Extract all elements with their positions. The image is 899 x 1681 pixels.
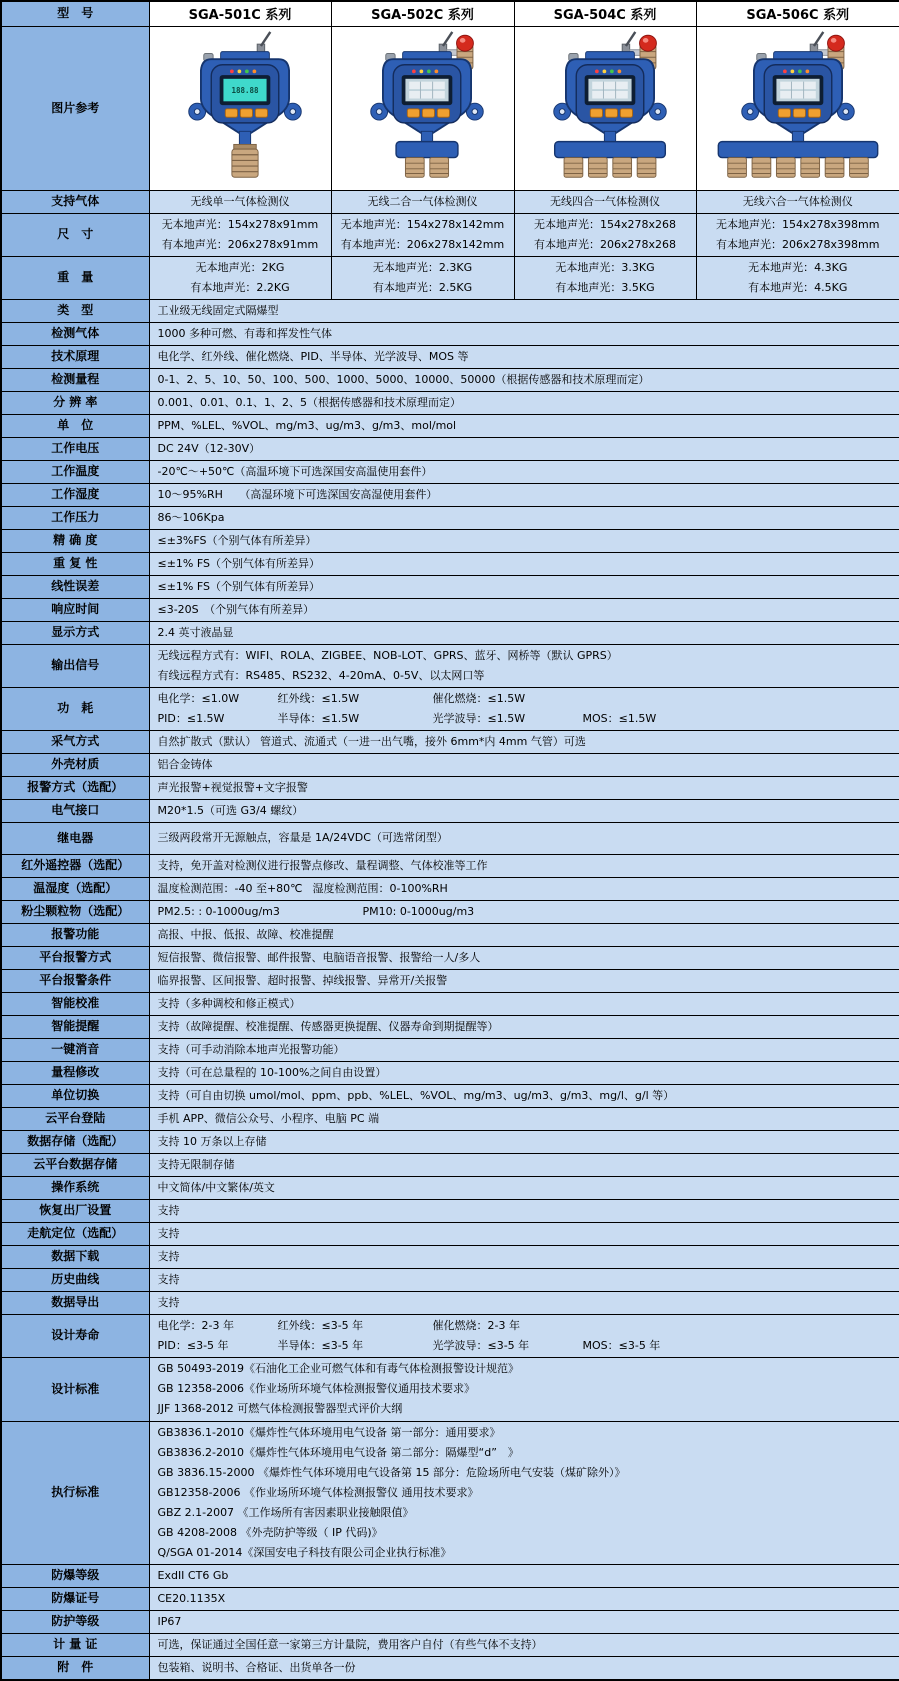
row-value-data-download [149, 1245, 899, 1268]
row-value-display [149, 621, 899, 644]
value-text: 铝合金铸体 [157, 757, 213, 771]
row-value-exec-standard [149, 1421, 899, 1564]
table-row-detect-gas [1, 322, 899, 345]
gas-detector-illustration [703, 31, 893, 181]
row-label-nav-position: 走航定位（选配） [1, 1222, 149, 1245]
value-text: 无本地声光：2KG [195, 260, 285, 274]
value-text: 无本地声光：154x278x268 [533, 217, 676, 231]
value-text: 支持（可自由切换 umol/mol、ppm、ppb、%LEL、%VOL、mg/m3、ug/m3、g/m3、mg/l、g/l 等） [157, 1088, 675, 1102]
table-row-dust-option [1, 900, 899, 923]
value-text: 0.001、0.01、0.1、1、2、5（根据传感器和技术原理而定） [157, 395, 461, 409]
svg-text:188.88: 188.88 [230, 85, 259, 95]
table-row-data-export [1, 1291, 899, 1314]
row-label-explosion-grade: 防爆等级 [1, 1564, 149, 1587]
row-label-platform-alarm-mode: 平台报警方式 [1, 946, 149, 969]
row-value-alarm-function [149, 923, 899, 946]
value-text: 中文简体/中文繁体/英文 [157, 1180, 275, 1194]
value-text: 自然扩散式（默认） 管道式、流通式（一进一出气嘴，接外 6mm*内 4mm 气管）可选 [157, 734, 586, 748]
table-row-data-download [1, 1245, 899, 1268]
row-value-dimensions-col0 [149, 213, 331, 256]
table-row-sampling [1, 730, 899, 753]
table-row-design-lifespan [1, 1314, 899, 1357]
value-text: 有本地声光：206x278x142mm [340, 237, 505, 251]
row-label-metering-cert: 计 量 证 [1, 1633, 149, 1656]
row-value-alarm-mode [149, 776, 899, 799]
row-value-unit-switch [149, 1084, 899, 1107]
table-row-dimensions [1, 213, 899, 256]
row-label-electrical-interface: 电气接口 [1, 799, 149, 822]
row-value-electrical-interface [149, 799, 899, 822]
value-text: ≤±1% FS（个别气体有所差异） [157, 579, 320, 593]
row-label-dust-option: 粉尘颗粒物（选配） [1, 900, 149, 923]
value-text: 有本地声光：3.5KG [555, 280, 655, 294]
value-text: 光学波导：≤1.5W [432, 711, 526, 725]
row-label-ip-grade: 防护等级 [1, 1610, 149, 1633]
row-label-range: 检测量程 [1, 368, 149, 391]
row-value-linearity [149, 575, 899, 598]
row-value-voltage [149, 437, 899, 460]
value-text: 86～106Kpa [157, 510, 225, 524]
table-row-platform-alarm-condition [1, 969, 899, 992]
row-value-accuracy [149, 529, 899, 552]
value-text: MOS：≤1.5W [582, 711, 657, 725]
table-row-type [1, 299, 899, 322]
value-text: IP67 [157, 1614, 182, 1628]
product-image-cell-1 [331, 26, 514, 190]
value-text: PM2.5: : 0-1000ug/m3 [157, 904, 280, 918]
value-text: 无线二合一气体检测仪 [367, 194, 478, 208]
row-value-data-export [149, 1291, 899, 1314]
row-value-resolution [149, 391, 899, 414]
value-text: GB 4208-2008 《外壳防护等级（ IP 代码)》 [157, 1525, 383, 1539]
row-value-dimensions-col2 [514, 213, 696, 256]
table-row-unit [1, 414, 899, 437]
value-text: 支持 [157, 1272, 180, 1286]
value-text: 湿度检测范围：0-100%RH [312, 881, 448, 895]
value-text: 支持 [157, 1249, 180, 1263]
value-text: 半导体：≤3-5 年 [277, 1338, 364, 1352]
model-header-1: SGA-502C 系列 [331, 1, 514, 26]
row-value-repeatability [149, 552, 899, 575]
value-text: -20℃～+50℃（高温环境下可选深国安高温使用套件） [157, 464, 433, 478]
table-row-platform-alarm-mode [1, 946, 899, 969]
row-label-cloud-storage: 云平台数据存储 [1, 1153, 149, 1176]
value-text: CE20.1135X [157, 1591, 226, 1605]
value-text: 三级两段常开无源触点，容量是 1A/24VDC（可选常闭型） [157, 831, 448, 844]
model-header-row [1, 1, 899, 26]
row-value-response-time [149, 598, 899, 621]
table-row-weight [1, 256, 899, 299]
row-value-ir-remote [149, 854, 899, 877]
gas-detector-illustration [515, 31, 697, 181]
row-value-weight-col3 [696, 256, 899, 299]
row-label-platform-alarm-condition: 平台报警条件 [1, 969, 149, 992]
value-text: ≤±3%FS（个别气体有所差异） [157, 533, 317, 547]
value-text: GB3836.1-2010《爆炸性气体环境用电气设备 第一部分：通用要求》 [157, 1425, 501, 1439]
table-row-linearity [1, 575, 899, 598]
row-value-temp-humidity-option [149, 877, 899, 900]
row-label-unit-switch: 单位切换 [1, 1084, 149, 1107]
row-value-design-standard [149, 1357, 899, 1421]
row-label-response-time: 响应时间 [1, 598, 149, 621]
table-row-repeatability [1, 552, 899, 575]
table-row-history-curve [1, 1268, 899, 1291]
value-text: 支持，免开盖对检测仪进行报警点修改、量程调整、气体校准等工作 [157, 858, 488, 872]
row-value-dimensions-col1 [331, 213, 514, 256]
table-row-one-key-mute [1, 1038, 899, 1061]
value-text: 包装箱、说明书、合格证、出货单各一份 [157, 1660, 356, 1674]
value-text: 有本地声光：206x278x398mm [716, 237, 880, 251]
value-text: M20*1.5（可选 G3/4 螺纹） [157, 803, 304, 817]
value-text: 1000 多种可燃、有毒和挥发性气体 [157, 326, 332, 340]
value-text: PID：≤1.5W [157, 711, 225, 725]
value-text: 短信报警、微信报警、邮件报警、电脑语音报警、报警给一人/多人 [157, 950, 481, 964]
value-text: JJF 1368-2012 可燃气体检测报警器型式评价大纲 [157, 1402, 403, 1415]
model-header-3: SGA-506C 系列 [696, 1, 899, 26]
row-label-repeatability: 重 复 性 [1, 552, 149, 575]
row-label-linearity: 线性误差 [1, 575, 149, 598]
row-value-design-lifespan [149, 1314, 899, 1357]
row-value-ip-grade [149, 1610, 899, 1633]
table-row-output-signal [1, 644, 899, 687]
value-text: 可选，保证通过全国任意一家第三方计量院，费用客户自付（有些气体不支持） [157, 1637, 543, 1651]
row-label-sampling: 采气方式 [1, 730, 149, 753]
row-label-alarm-mode: 报警方式（选配） [1, 776, 149, 799]
row-label-power-consumption: 功 耗 [1, 687, 149, 730]
row-label-data-storage: 数据存储（选配） [1, 1130, 149, 1153]
row-label-relay: 继电器 [1, 822, 149, 854]
table-row-exec-standard [1, 1421, 899, 1564]
table-row-metering-cert [1, 1633, 899, 1656]
value-text: GBZ 2.1-2007 《工作场所有害因素职业接触限值》 [157, 1505, 414, 1519]
row-value-supported-gas-col1 [331, 190, 514, 213]
row-label-smart-calibration: 智能校准 [1, 992, 149, 1015]
row-value-supported-gas-col3 [696, 190, 899, 213]
row-value-weight-col0 [149, 256, 331, 299]
row-value-nav-position [149, 1222, 899, 1245]
value-text: ≤3-20S （个别气体有所差异） [157, 602, 315, 616]
row-label-work-temp: 工作温度 [1, 460, 149, 483]
row-label-display: 显示方式 [1, 621, 149, 644]
row-value-housing [149, 753, 899, 776]
value-text: 2.4 英寸液晶显 [157, 625, 234, 639]
table-row-alarm-mode [1, 776, 899, 799]
table-row-work-humidity [1, 483, 899, 506]
row-label-type: 类 型 [1, 299, 149, 322]
row-value-range [149, 368, 899, 391]
table-row-factory-reset [1, 1199, 899, 1222]
row-value-weight-col2 [514, 256, 696, 299]
row-label-alarm-function: 报警功能 [1, 923, 149, 946]
table-row-work-pressure [1, 506, 899, 529]
table-row-nav-position [1, 1222, 899, 1245]
value-text: 支持 [157, 1226, 180, 1240]
product-image-cell-0 [149, 26, 331, 190]
value-text: 有本地声光：4.5KG [748, 280, 848, 294]
row-label-cloud-login: 云平台登陆 [1, 1107, 149, 1130]
row-value-range-modify [149, 1061, 899, 1084]
value-text: PM10: 0-1000ug/m3 [362, 904, 475, 918]
value-text: 支持（可在总量程的 10-100%之间自由设置） [157, 1065, 387, 1079]
table-row-smart-calibration [1, 992, 899, 1015]
value-text: 支持（可手动消除本地声光报警功能） [157, 1042, 345, 1056]
row-value-work-pressure [149, 506, 899, 529]
value-text: PID：≤3-5 年 [157, 1338, 229, 1352]
table-row-temp-humidity-option [1, 877, 899, 900]
value-text: 有本地声光：2.2KG [190, 280, 290, 294]
row-value-supported-gas-col2 [514, 190, 696, 213]
product-image-cell-2 [514, 26, 696, 190]
row-value-data-storage [149, 1130, 899, 1153]
row-label-weight: 重 量 [1, 256, 149, 299]
value-text: Q/SGA 01-2014《深国安电子科技有限公司企业执行标准》 [157, 1545, 452, 1559]
table-row-range [1, 368, 899, 391]
row-value-dimensions-col3 [696, 213, 899, 256]
value-text: PPM、%LEL、%VOL、mg/m3、ug/m3、g/m3、mol/mol [157, 418, 457, 432]
value-text: ExdII CT6 Gb [157, 1568, 229, 1582]
row-label-exec-standard: 执行标准 [1, 1421, 149, 1564]
gas-detector-illustration [150, 31, 332, 181]
model-header-2: SGA-504C 系列 [514, 1, 696, 26]
row-label-supported-gas: 支持气体 [1, 190, 149, 213]
row-label-dimensions: 尺 寸 [1, 213, 149, 256]
table-row-accuracy [1, 529, 899, 552]
value-text: 10～95%RH （高湿环境下可选深国安高湿使用套件） [157, 487, 438, 501]
value-text: 无本地声光：3.3KG [555, 260, 655, 274]
value-text: DC 24V（12-30V） [157, 441, 261, 455]
row-value-principle [149, 345, 899, 368]
table-row-data-storage [1, 1130, 899, 1153]
model-row-label: 型 号 [1, 1, 149, 26]
value-text: 无本地声光：4.3KG [748, 260, 848, 274]
value-text: 手机 APP、微信公众号、小程序、电脑 PC 端 [157, 1111, 380, 1125]
row-label-temp-humidity-option: 温湿度（选配） [1, 877, 149, 900]
row-value-sampling [149, 730, 899, 753]
value-text: 支持无限制存储 [157, 1157, 235, 1171]
value-text: 支持 [157, 1203, 180, 1217]
value-text: 临界报警、区间报警、超时报警、掉线报警、异常开/关报警 [157, 973, 448, 987]
row-label-accessories: 附 件 [1, 1656, 149, 1680]
value-text: GB 12358-2006《作业场所环境气体检测报警仪通用技术要求》 [157, 1382, 476, 1395]
value-text: 无本地声光：154x278x398mm [716, 217, 880, 231]
value-text: 有本地声光：206x278x268 [533, 237, 676, 251]
table-row-supported-gas [1, 190, 899, 213]
row-label-accuracy: 精 确 度 [1, 529, 149, 552]
row-label-os: 操作系统 [1, 1176, 149, 1199]
value-text: 高报、中报、低报、故障、校准提醒 [157, 927, 334, 941]
value-text: GB 3836.15-2000 《爆炸性气体环境用电气设备第 15 部分：危险场所电气安装（煤矿除外）》 [157, 1465, 626, 1479]
value-text: GB12358-2006 《作业场所环境气体检测报警仪 通用技术要求》 [157, 1485, 479, 1499]
value-text: 无本地声光：154x278x91mm [161, 217, 319, 231]
row-label-output-signal: 输出信号 [1, 644, 149, 687]
value-text: 支持（多种调校和修正模式） [157, 996, 301, 1010]
product-image-cell-3 [696, 26, 899, 190]
value-text: 0-1、2、5、10、50、100、500、1000、5000、10000、50000（根据传感器和技术原理而定） [157, 372, 650, 386]
row-value-explosion-grade [149, 1564, 899, 1587]
row-value-factory-reset [149, 1199, 899, 1222]
row-value-work-humidity [149, 483, 899, 506]
value-text: 有本地声光：206x278x91mm [161, 237, 319, 251]
row-label-design-standard: 设计标准 [1, 1357, 149, 1421]
table-row-response-time [1, 598, 899, 621]
model-header-0: SGA-501C 系列 [149, 1, 331, 26]
row-label-smart-reminder: 智能提醒 [1, 1015, 149, 1038]
row-value-smart-reminder [149, 1015, 899, 1038]
row-label-factory-reset: 恢复出厂设置 [1, 1199, 149, 1222]
product-image-row [1, 26, 899, 190]
value-text: MOS：≤3-5 年 [582, 1338, 661, 1352]
table-row-work-temp [1, 460, 899, 483]
table-row-explosion-cert [1, 1587, 899, 1610]
row-label-detect-gas: 检测气体 [1, 322, 149, 345]
table-row-power-consumption [1, 687, 899, 730]
row-label-work-humidity: 工作湿度 [1, 483, 149, 506]
table-row-housing [1, 753, 899, 776]
value-text: 红外线：≤1.5W [277, 691, 360, 705]
row-value-power-consumption [149, 687, 899, 730]
row-value-weight-col1 [331, 256, 514, 299]
value-text: 支持（故障提醒、校准提醒、传感器更换提醒、仪器寿命到期提醒等） [157, 1019, 499, 1033]
table-row-resolution [1, 391, 899, 414]
value-text: 支持 [157, 1295, 180, 1309]
row-label-unit: 单 位 [1, 414, 149, 437]
value-text: 有线远程方式有：RS485、RS232、4-20mA、0-5V、以太网口等 [157, 668, 485, 682]
table-row-alarm-function [1, 923, 899, 946]
row-value-cloud-storage [149, 1153, 899, 1176]
row-value-type [149, 299, 899, 322]
table-row-principle [1, 345, 899, 368]
table-row-relay [1, 822, 899, 854]
value-text: 温度检测范围：-40 至+80℃ [157, 881, 303, 895]
value-text: 电化学：2-3 年 [157, 1318, 234, 1332]
row-label-resolution: 分 辨 率 [1, 391, 149, 414]
value-text: 半导体：≤1.5W [277, 711, 360, 725]
value-text: ≤±1% FS（个别气体有所差异） [157, 556, 320, 570]
row-value-dust-option [149, 900, 899, 923]
row-label-one-key-mute: 一键消音 [1, 1038, 149, 1061]
row-value-output-signal [149, 644, 899, 687]
table-row-design-standard [1, 1357, 899, 1421]
row-label-history-curve: 历史曲线 [1, 1268, 149, 1291]
row-value-smart-calibration [149, 992, 899, 1015]
row-label-design-lifespan: 设计寿命 [1, 1314, 149, 1357]
row-value-history-curve [149, 1268, 899, 1291]
value-text: 有本地声光：2.5KG [372, 280, 473, 294]
value-text: 无本地声光：154x278x142mm [340, 217, 505, 231]
table-row-accessories [1, 1656, 899, 1680]
table-row-range-modify [1, 1061, 899, 1084]
table-row-electrical-interface [1, 799, 899, 822]
table-row-os [1, 1176, 899, 1199]
row-label-principle: 技术原理 [1, 345, 149, 368]
gas-detector-illustration [332, 31, 515, 181]
value-text: 催化燃烧：≤1.5W [432, 691, 526, 705]
table-row-cloud-storage [1, 1153, 899, 1176]
table-row-unit-switch [1, 1084, 899, 1107]
row-value-cloud-login [149, 1107, 899, 1130]
table-row-ir-remote [1, 854, 899, 877]
row-label-data-download: 数据下载 [1, 1245, 149, 1268]
row-value-accessories [149, 1656, 899, 1680]
row-label-ir-remote: 红外遥控器（选配） [1, 854, 149, 877]
spec-table-body [1, 1, 899, 1680]
row-value-explosion-cert [149, 1587, 899, 1610]
row-value-relay [149, 822, 899, 854]
value-text: 声光报警+视觉报警+文字报警 [157, 780, 308, 794]
row-label-explosion-cert: 防爆证号 [1, 1587, 149, 1610]
value-text: 无线六合一气体检测仪 [742, 194, 853, 208]
row-value-metering-cert [149, 1633, 899, 1656]
row-value-one-key-mute [149, 1038, 899, 1061]
row-value-platform-alarm-condition [149, 969, 899, 992]
table-row-cloud-login [1, 1107, 899, 1130]
value-text: GB3836.2-2010《爆炸性气体环境用电气设备 第二部分：隔爆型“d” 》 [157, 1445, 519, 1459]
row-value-work-temp [149, 460, 899, 483]
value-text: 光学波导：≤3-5 年 [432, 1338, 530, 1352]
row-label-range-modify: 量程修改 [1, 1061, 149, 1084]
row-label-image-reference: 图片参考 [1, 26, 149, 190]
table-row-display [1, 621, 899, 644]
table-row-explosion-grade [1, 1564, 899, 1587]
row-label-work-pressure: 工作压力 [1, 506, 149, 529]
table-row-ip-grade [1, 1610, 899, 1633]
row-value-detect-gas [149, 322, 899, 345]
row-label-voltage: 工作电压 [1, 437, 149, 460]
value-text: 无线远程方式有：WIFI、ROLA、ZIGBEE、NOB-LOT、GPRS、蓝牙、网桥等（默认 GPRS） [157, 648, 618, 662]
value-text: 工业级无线固定式隔爆型 [157, 303, 279, 317]
row-label-housing: 外壳材质 [1, 753, 149, 776]
row-value-unit [149, 414, 899, 437]
table-row-voltage [1, 437, 899, 460]
value-text: 无线单一气体检测仪 [190, 194, 290, 208]
value-text: 红外线：≤3-5 年 [277, 1318, 364, 1332]
row-value-platform-alarm-mode [149, 946, 899, 969]
value-text: 无本地声光：2.3KG [372, 260, 473, 274]
row-value-os [149, 1176, 899, 1199]
value-text: 电化学：≤1.0W [157, 691, 240, 705]
value-text: GB 50493-2019《石油化工企业可燃气体和有毒气体检测报警设计规范》 [157, 1362, 520, 1375]
table-row-smart-reminder [1, 1015, 899, 1038]
row-label-data-export: 数据导出 [1, 1291, 149, 1314]
value-text: 支持 10 万条以上存储 [157, 1134, 267, 1148]
row-value-supported-gas-col0 [149, 190, 331, 213]
value-text: 电化学、红外线、催化燃烧、PID、半导体、光学波导、MOS 等 [157, 349, 469, 363]
value-text: 催化燃烧：2-3 年 [432, 1318, 520, 1332]
value-text: 无线四合一气体检测仪 [550, 194, 660, 208]
